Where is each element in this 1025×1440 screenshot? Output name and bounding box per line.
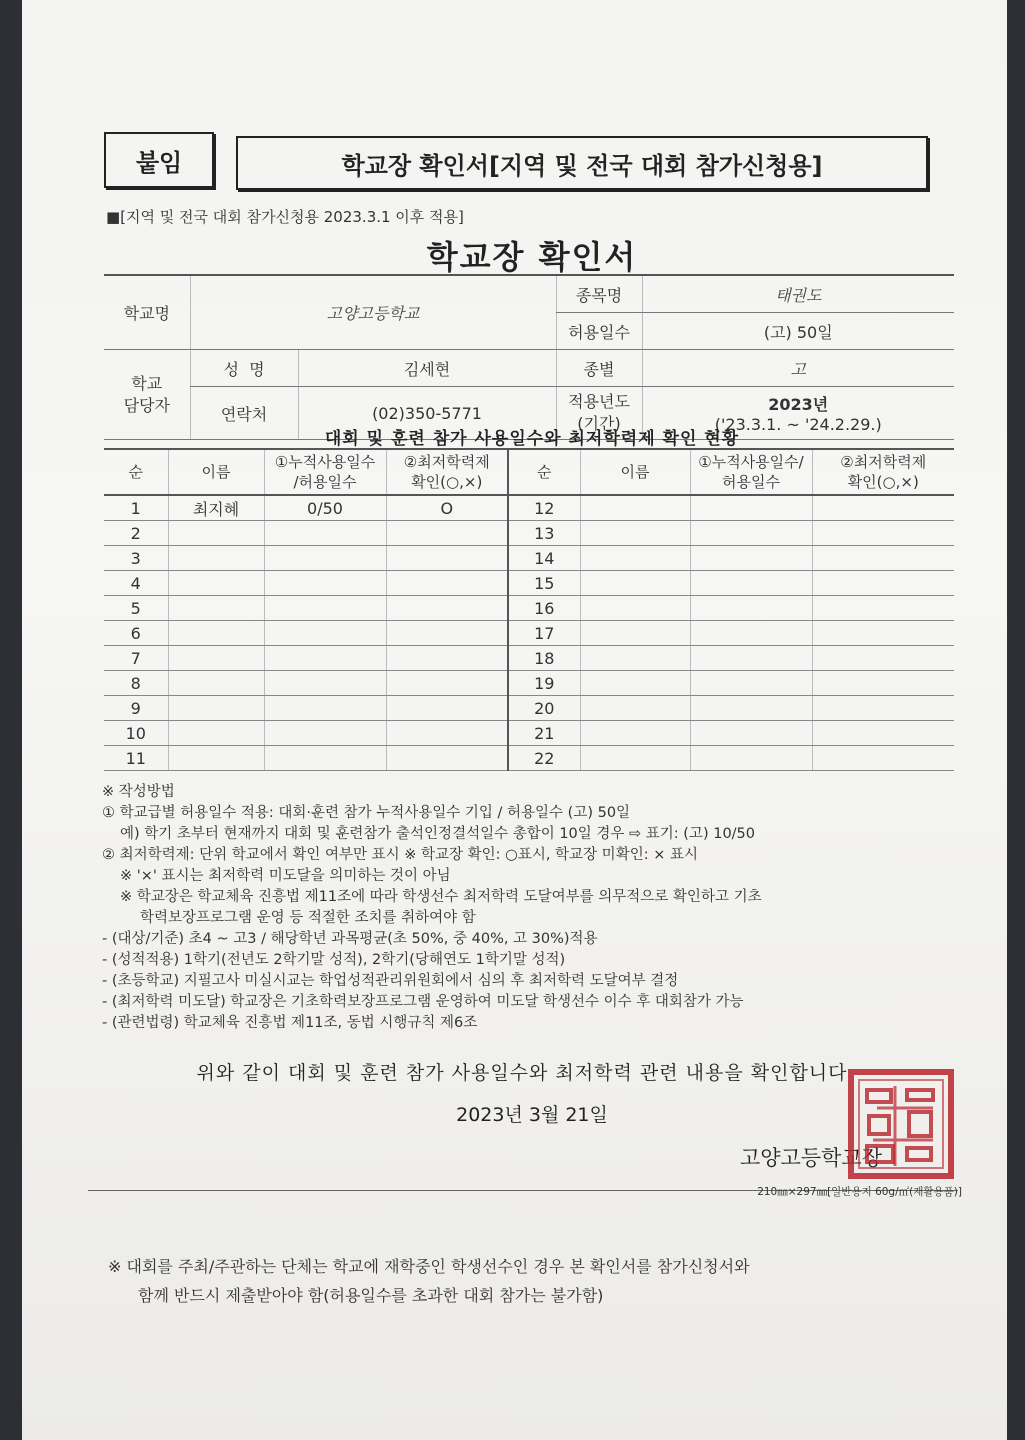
contact-label: 연락처 [190,387,298,440]
academic-check-cell: O [386,495,508,521]
row-number: 11 [104,746,168,771]
usage-days-cell [690,596,812,621]
row-number: 13 [508,521,580,546]
contact-value: (02)350-5771 [298,387,556,440]
student-name-cell [580,746,690,771]
table-row [104,596,954,621]
student-name-cell [168,596,264,621]
footer-note-line: ※ 대회를 주최/주관하는 단체는 학교에 재학중인 학생선수인 경우 본 확인서를 참가신청서와 [108,1257,750,1276]
table-row [104,621,954,646]
usage-days-cell [690,746,812,771]
subtitle: ■[지역 및 전국 대회 참가신청용 2023.3.1 이후 적용] [106,208,464,226]
usage-days-cell [690,621,812,646]
attachment-label: 붙임 [135,148,183,177]
usage-days-cell [264,546,386,571]
academic-check-cell [386,571,508,596]
student-name-cell [580,571,690,596]
student-name-cell [580,596,690,621]
row-number: 16 [508,596,580,621]
academic-check-cell [386,621,508,646]
academic-check-cell [812,671,954,696]
table-row [104,671,954,696]
attachment-label-box [104,132,214,188]
main-title: 학교장 확인서 [426,238,638,276]
footer-note [108,1252,968,1310]
usage-days-cell [690,546,812,571]
header-name: 이름 [168,449,264,495]
usage-days-cell [690,571,812,596]
allowed-days-value: (고) 50일 [642,313,954,350]
usage-days-cell: 0/50 [264,495,386,521]
usage-days-cell [264,646,386,671]
issue-date: 2023년 3월 21일 [456,1104,608,1126]
footer-note-line: 함께 반드시 제출받아야 함(허용일수를 초과한 대회 참가는 불가함) [138,1286,604,1305]
usage-days-cell [264,596,386,621]
note-line: - (초등학교) 지필고사 미실시교는 학업성적관리위원회에서 심의 후 최저학력 도달여부 결정 [102,973,679,989]
usage-days-cell [690,521,812,546]
note-line: - (대상/기준) 초4 ~ 고3 / 해당학년 과목평균(초 50%, 중 40%, 고 30%)적용 [102,931,598,947]
school-name-label: 학교명 [104,275,190,350]
academic-check-cell [812,521,954,546]
note-line: ② 최저학력제: 단위 학교에서 확인 여부만 표시 ※ 학교장 확인: ○표시, 학교장 미확인: × 표시 [102,847,698,863]
student-name-cell [168,621,264,646]
academic-check-cell [386,696,508,721]
category-value: 고 [642,350,954,387]
usage-days-cell [690,671,812,696]
row-number: 9 [104,696,168,721]
usage-days-cell [264,746,386,771]
header-check: ②최저학력제 확인(○,×) [386,449,508,495]
student-name-cell [168,721,264,746]
academic-check-cell [386,721,508,746]
note-line: - (최저학력 미도달) 학교장은 기초학력보장프로그램 운영하여 미도달 학생선수 이수 후 대회참가 가능 [102,994,744,1010]
academic-check-cell [812,546,954,571]
table-row [104,696,954,721]
manager-name-label: 성 명 [190,350,298,387]
student-name-cell [580,696,690,721]
row-number: 22 [508,746,580,771]
note-line: 학력보장프로그램 운영 등 적절한 조치를 취하여야 함 [140,910,476,926]
student-name-cell [168,696,264,721]
student-name-cell [580,621,690,646]
header-usage-2: ①누적사용일수/ 허용일수 [690,449,812,495]
principal-name: 고양고등학교장 [739,1146,882,1170]
period-label: 적용년도 (기간) [556,387,642,440]
header-name-2: 이름 [580,449,690,495]
academic-check-cell [812,746,954,771]
table-row [104,646,954,671]
section-title: 대회 및 훈련 참가 사용일수와 최저학력제 확인 현황 [324,429,740,449]
note-line: ※ '×' 표시는 최저학력 미도달을 의미하는 것이 아님 [120,868,451,884]
row-number: 17 [508,621,580,646]
table-row [104,746,954,771]
period-range: ('23.3.1. ~ '24.2.29.) [714,415,882,434]
allowed-days-label: 허용일수 [556,313,642,350]
usage-days-cell [264,521,386,546]
row-number: 1 [104,495,168,521]
academic-check-cell [386,546,508,571]
student-name-cell [168,671,264,696]
student-name-cell [580,671,690,696]
usage-days-cell [690,646,812,671]
usage-grid [104,448,954,771]
academic-check-cell [386,646,508,671]
category-label: 종별 [556,350,642,387]
header-check-2: ②최저학력제 확인(○,×) [812,449,954,495]
grid-header-row [104,449,954,495]
academic-check-cell [812,495,954,521]
note-line: - (성적적용) 1학기(전년도 2학기말 성적), 2학기(당해연도 1학기말 성적) [102,952,566,968]
academic-check-cell [386,521,508,546]
note-line: - (관련법령) 학교체육 진흥법 제11조, 동법 시행규칙 제6조 [102,1015,478,1031]
period-year: 2023년 [768,395,829,414]
row-number: 18 [508,646,580,671]
header-usage: ①누적사용일수 /허용일수 [264,449,386,495]
row-number: 19 [508,671,580,696]
student-name-cell [168,746,264,771]
table-row [104,721,954,746]
grid-body [104,495,954,771]
note-line: ① 학교급별 허용일수 적용: 대회·훈련 참가 누적사용일수 기입 / 허용일수 (고) 50일 [102,805,631,821]
info-table [104,274,954,440]
header-no-2: 순 [508,449,580,495]
table-row [104,571,954,596]
note-line: ※ 학교장은 학교체육 진흥법 제11조에 따라 학생선수 최저학력 도달여부를 의무적으로 확인하고 기초 [120,889,762,905]
row-number: 3 [104,546,168,571]
official-seal-stamp [847,1068,955,1180]
sport-label: 종목명 [556,275,642,313]
note-line: 예) 학기 초부터 현재까지 대회 및 훈련참가 출석인정결석일수 총합이 10일 경우 ⇨ 표기: (고) 10/50 [120,826,756,842]
usage-days-cell [690,696,812,721]
school-name-value: 고양고등학교 [190,275,556,350]
row-number: 6 [104,621,168,646]
row-number: 2 [104,521,168,546]
student-name-cell [168,571,264,596]
academic-check-cell [812,571,954,596]
row-number: 8 [104,671,168,696]
student-name-cell [168,546,264,571]
document-page [22,0,1007,1440]
header-no: 순 [104,449,168,495]
document-title: 학교장 확인서[지역 및 전국 대회 참가신청용] [341,151,823,180]
row-number: 7 [104,646,168,671]
academic-check-cell [386,671,508,696]
writing-instructions [102,782,962,1034]
usage-days-cell [690,495,812,521]
academic-check-cell [386,596,508,621]
row-number: 14 [508,546,580,571]
notes-heading: ※ 작성방법 [102,784,175,800]
student-name-cell [580,495,690,521]
student-name-cell [580,521,690,546]
row-number: 20 [508,696,580,721]
student-name-cell [168,521,264,546]
academic-check-cell [812,696,954,721]
row-number: 4 [104,571,168,596]
usage-days-cell [264,671,386,696]
usage-days-cell [690,721,812,746]
table-row [104,546,954,571]
academic-check-cell [812,721,954,746]
table-row [104,495,954,521]
row-number: 15 [508,571,580,596]
student-name-cell: 최지혜 [168,495,264,521]
table-row [104,521,954,546]
document-title-box [236,136,928,190]
academic-check-cell [812,646,954,671]
confirmation-statement: 위와 같이 대회 및 훈련 참가 사용일수와 최저학력 관련 내용을 확인합니다 [196,1062,848,1084]
usage-days-cell [264,571,386,596]
student-name-cell [580,721,690,746]
row-number: 5 [104,596,168,621]
row-number: 10 [104,721,168,746]
student-name-cell [580,546,690,571]
academic-check-cell [386,746,508,771]
usage-days-cell [264,721,386,746]
row-number: 12 [508,495,580,521]
academic-check-cell [812,596,954,621]
student-name-cell [580,646,690,671]
manager-label: 학교 담당자 [104,350,190,440]
row-number: 21 [508,721,580,746]
manager-name-value: 김세현 [298,350,556,387]
sport-value: 태권도 [642,275,954,313]
academic-check-cell [812,621,954,646]
paper-spec: 210㎜×297㎜[일반용지 60g/㎡(재활용품)] [757,1186,962,1198]
usage-days-cell [264,696,386,721]
student-name-cell [168,646,264,671]
usage-days-cell [264,621,386,646]
